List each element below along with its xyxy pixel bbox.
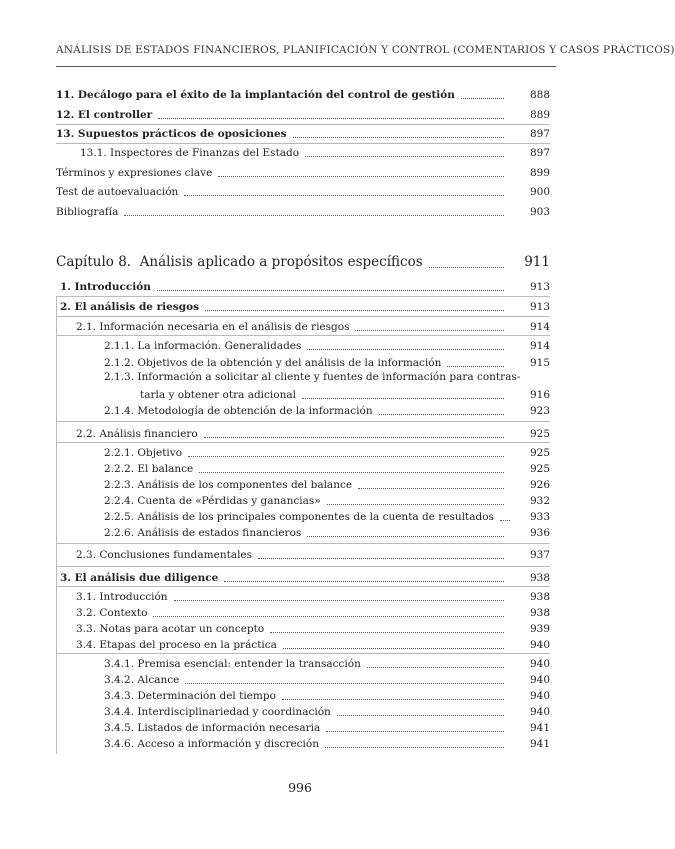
toc-entry[interactable] bbox=[56, 636, 550, 652]
toc-entry[interactable] bbox=[56, 354, 550, 370]
toc-entry-label: 2.2.2. El balance bbox=[104, 463, 194, 475]
toc-entry[interactable] bbox=[56, 671, 550, 687]
toc-entry-label: 2.1. Información necesaria en el análisis de riesgos bbox=[76, 321, 350, 333]
dot-leader bbox=[429, 267, 504, 268]
toc-entry[interactable] bbox=[56, 183, 550, 199]
toc-entry-page: 940 bbox=[529, 690, 550, 702]
toc-entry-page: 914 bbox=[529, 321, 550, 333]
dot-leader bbox=[205, 310, 504, 311]
toc-entry[interactable] bbox=[56, 425, 550, 441]
toc-entry[interactable] bbox=[56, 655, 550, 671]
separator-rule bbox=[56, 143, 550, 144]
dot-leader bbox=[224, 581, 504, 582]
dot-leader bbox=[199, 472, 504, 473]
toc-entry-label: Bibliografía bbox=[56, 206, 119, 218]
toc-entry-label: 3.4. Etapas del proceso en la práctica bbox=[76, 639, 277, 651]
separator-rule bbox=[56, 421, 550, 422]
toc-entry-label: 3.1. Introducción bbox=[76, 591, 168, 603]
dot-leader bbox=[153, 616, 504, 617]
toc-entry[interactable] bbox=[56, 492, 550, 508]
toc-entry-page: 938 bbox=[529, 607, 550, 619]
dot-leader bbox=[184, 195, 504, 196]
toc-entry-page: 897 bbox=[529, 128, 550, 140]
toc-entry-label: 3.4.6. Acceso a información y discreción bbox=[104, 738, 319, 750]
dot-leader bbox=[358, 488, 504, 489]
toc-entry-label: 2.2.1. Objetivo bbox=[104, 447, 183, 459]
chapter-number: Capítulo 8. bbox=[56, 254, 132, 270]
dot-leader bbox=[379, 414, 504, 415]
toc-entry-page: 940 bbox=[529, 674, 550, 686]
toc-entry-page: 925 bbox=[529, 428, 550, 440]
toc-entry[interactable] bbox=[56, 86, 550, 102]
toc-entry-page: 932 bbox=[529, 495, 550, 507]
toc-entry-page: 923 bbox=[529, 405, 550, 417]
toc-entry[interactable] bbox=[56, 546, 550, 562]
toc-entry[interactable] bbox=[56, 604, 550, 620]
toc-entry[interactable] bbox=[56, 569, 550, 585]
toc-entry[interactable] bbox=[56, 144, 550, 160]
toc-entry-label: 3. El análisis due diligence bbox=[60, 572, 219, 584]
separator-rule bbox=[56, 586, 550, 587]
chapter-heading[interactable] bbox=[56, 251, 550, 271]
toc-entry-label: 11. Decálogo para el éxito de la implantación del control de gestión bbox=[56, 89, 455, 101]
dot-leader bbox=[337, 715, 504, 716]
toc-entry-label: 3.3. Notas para acotar un concepto bbox=[76, 623, 265, 635]
toc-entry-page: 897 bbox=[529, 147, 550, 159]
dot-leader bbox=[204, 437, 504, 438]
toc-entry[interactable] bbox=[56, 386, 550, 402]
toc-entry-page: 940 bbox=[529, 658, 550, 670]
toc-entry[interactable] bbox=[56, 703, 550, 719]
dot-leader bbox=[270, 632, 504, 633]
separator-rule bbox=[56, 124, 550, 125]
toc-entry-page: 936 bbox=[529, 527, 550, 539]
dot-leader bbox=[188, 456, 504, 457]
toc-entry[interactable] bbox=[56, 402, 550, 418]
separator-rule bbox=[56, 335, 550, 336]
separator-rule bbox=[56, 543, 550, 544]
toc-entry-page: 911 bbox=[524, 254, 550, 270]
dot-leader bbox=[326, 731, 504, 732]
toc-entry-label: Test de autoevaluación bbox=[56, 186, 179, 198]
toc-entry-page: 926 bbox=[529, 479, 550, 491]
toc-entry-page: 937 bbox=[529, 549, 550, 561]
toc-entry[interactable] bbox=[56, 444, 550, 460]
toc-entry[interactable] bbox=[56, 735, 550, 751]
toc-entry-page: 938 bbox=[529, 591, 550, 603]
toc-entry-label: 3.4.3. Determinación del tiempo bbox=[104, 690, 276, 702]
header-rule bbox=[56, 66, 556, 67]
dot-leader bbox=[124, 215, 504, 216]
toc-entry-label: 2. El análisis de riesgos bbox=[60, 301, 199, 313]
toc-entry[interactable] bbox=[56, 719, 550, 735]
toc-entry-page: 925 bbox=[529, 463, 550, 475]
dot-leader bbox=[307, 349, 504, 350]
toc-entry-label: Términos y expresiones clave bbox=[56, 167, 213, 179]
toc-entry[interactable] bbox=[56, 164, 550, 180]
dot-leader bbox=[293, 137, 504, 138]
toc-entry-label: 2.2. Análisis financiero bbox=[76, 428, 198, 440]
toc-entry-label: 12. El controller bbox=[56, 109, 153, 121]
toc-entry-label: 2.2.3. Análisis de los componentes del balance bbox=[104, 479, 353, 491]
toc-entry[interactable] bbox=[56, 337, 550, 353]
toc-entry-page: 903 bbox=[529, 206, 550, 218]
toc-entry[interactable] bbox=[56, 524, 550, 540]
toc-entry[interactable] bbox=[56, 278, 550, 294]
toc-entry-label: 3.4.5. Listados de información necesaria bbox=[104, 722, 321, 734]
toc-entry-page: 914 bbox=[529, 340, 550, 352]
toc-entry-page: 940 bbox=[529, 706, 550, 718]
dot-leader bbox=[282, 699, 504, 700]
toc-entry-page: 933 bbox=[529, 511, 550, 523]
running-header: ANÁLISIS DE ESTADOS FINANCIEROS, PLANIFICACIÓN Y CONTROL (COMENTARIOS Y CASOS PRÁCTICOS) bbox=[56, 44, 675, 56]
toc-entry-page: 888 bbox=[529, 89, 550, 101]
toc-entry[interactable] bbox=[56, 203, 550, 219]
toc-entry-label: 3.4.4. Interdisciplinariedad y coordinación bbox=[104, 706, 331, 718]
toc-entry-label: 13.1. Inspectores de Finanzas del Estado bbox=[80, 147, 300, 159]
separator-rule-vertical bbox=[56, 296, 57, 754]
dot-leader bbox=[327, 504, 504, 505]
dot-leader bbox=[367, 667, 504, 668]
toc-entry-label: 3.4.2. Alcance bbox=[104, 674, 180, 686]
toc-entry[interactable] bbox=[56, 106, 550, 122]
toc-entry-page: 913 bbox=[529, 281, 550, 293]
separator-rule bbox=[56, 566, 550, 567]
dot-leader bbox=[218, 176, 504, 177]
separator-rule bbox=[56, 442, 550, 443]
toc-entry[interactable] bbox=[56, 588, 550, 604]
toc-entry-page: 913 bbox=[529, 301, 550, 313]
toc-entry[interactable] bbox=[56, 318, 550, 334]
toc-entry-label: 2.2.6. Análisis de estados financieros bbox=[104, 527, 302, 539]
dot-leader bbox=[461, 98, 504, 99]
dot-leader bbox=[302, 398, 504, 399]
toc-entry-label: 13. Supuestos prácticos de oposiciones bbox=[56, 128, 287, 140]
toc-entry[interactable] bbox=[56, 298, 550, 314]
toc-entry-label: 2.1.1. La información. Generalidades bbox=[104, 340, 302, 352]
dot-leader bbox=[305, 156, 504, 157]
separator-rule bbox=[56, 316, 550, 317]
dot-leader bbox=[158, 118, 504, 119]
page-number: 996 bbox=[288, 780, 312, 795]
toc-entry-page: 940 bbox=[529, 639, 550, 651]
chapter-heading-label bbox=[56, 253, 423, 271]
dot-leader bbox=[283, 648, 504, 649]
toc-entry-page: 941 bbox=[529, 738, 550, 750]
toc-entry-page: 925 bbox=[529, 447, 550, 459]
toc-entry-page: 900 bbox=[529, 186, 550, 198]
dot-leader bbox=[325, 747, 504, 748]
toc-entry-label: 2.2.4. Cuenta de «Pérdidas y ganancias» bbox=[104, 495, 321, 507]
toc-entry-label: tarla y obtener otra adicional bbox=[140, 389, 296, 401]
toc-entry[interactable] bbox=[56, 508, 550, 524]
toc-entry[interactable] bbox=[56, 476, 550, 492]
toc-entry-label: 2.1.2. Objetivos de la obtención y del análisis de la información bbox=[104, 357, 442, 369]
toc-entry[interactable] bbox=[56, 687, 550, 703]
toc-entry[interactable] bbox=[56, 460, 550, 476]
dot-leader bbox=[500, 520, 510, 521]
toc-entry-label: 2.2.5. Análisis de los principales componentes de la cuenta de resultados bbox=[104, 511, 494, 523]
toc-entry-label: 2.3. Conclusiones fundamentales bbox=[76, 549, 253, 561]
toc-entry-page: 889 bbox=[529, 109, 550, 121]
toc-entry-label: 2.1.4. Metodología de obtención de la información bbox=[104, 405, 373, 417]
dot-leader bbox=[258, 558, 504, 559]
toc-entry-page: 938 bbox=[529, 572, 550, 584]
dot-leader bbox=[185, 683, 504, 684]
separator-rule bbox=[56, 653, 550, 654]
toc-entry-page: 941 bbox=[529, 722, 550, 734]
toc-entry-page: 939 bbox=[529, 623, 550, 635]
dot-leader bbox=[307, 536, 504, 537]
toc-entry-page: 899 bbox=[529, 167, 550, 179]
dot-leader bbox=[157, 290, 504, 291]
toc-entry-label: 3.4.1. Premisa esencial: entender la transacción bbox=[104, 658, 361, 670]
toc-entry-label: 3.2. Contexto bbox=[76, 607, 148, 619]
separator-rule bbox=[56, 296, 550, 297]
dot-leader bbox=[355, 330, 504, 331]
dot-leader bbox=[447, 366, 504, 367]
toc-entry-page: 915 bbox=[529, 357, 550, 369]
toc-entry[interactable] bbox=[56, 620, 550, 636]
dot-leader bbox=[174, 600, 504, 601]
toc-entry[interactable] bbox=[56, 125, 550, 141]
toc-entry-page: 916 bbox=[529, 389, 550, 401]
toc-entry-label: 1. Introducción bbox=[60, 281, 151, 293]
chapter-title: Análisis aplicado a propósitos específicos bbox=[139, 254, 423, 270]
toc-entry-label-line1: 2.1.3. Información a solicitar al cliente y fuentes de información para contras- bbox=[104, 371, 521, 383]
